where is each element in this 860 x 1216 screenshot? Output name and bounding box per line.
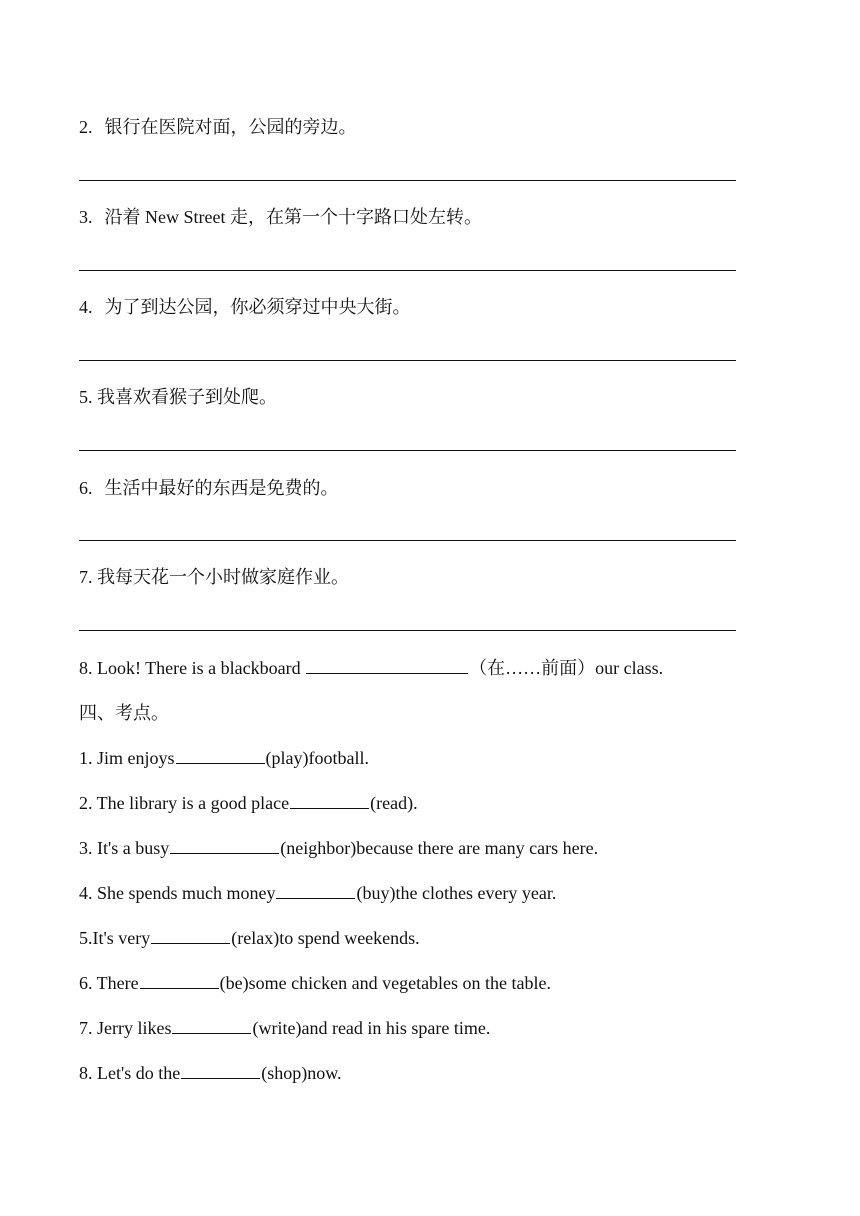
answer-blank[interactable]	[176, 747, 265, 764]
answer-blank[interactable]	[276, 882, 355, 899]
exercise-text-before: 5.It's very	[79, 928, 151, 948]
item-text: 我每天花一个小时做家庭作业。	[97, 567, 349, 587]
item-number: 3.	[79, 207, 93, 227]
item-number: 5.	[79, 387, 93, 407]
translation-item-3	[79, 206, 482, 228]
section-title: 四、考点。	[79, 703, 169, 723]
item-text: 沿着 New Street 走，在第一个十字路口处左转。	[104, 207, 482, 227]
exercise-text-before: 1. Jim enjoys	[79, 748, 175, 768]
exercise-item	[79, 927, 420, 949]
answer-line	[79, 540, 736, 541]
exercise-text-after: (neighbor)because there are many cars here.	[280, 838, 599, 858]
exercise-item	[79, 837, 598, 859]
exercise-text-after: (play)football.	[265, 748, 369, 768]
exercise-text-after: (read).	[370, 793, 418, 813]
exercise-item	[79, 792, 418, 814]
exercise-text-before: 2. The library is a good place	[79, 793, 290, 813]
translation-item-6	[79, 477, 339, 499]
item-text: 银行在医院对面，公园的旁边。	[104, 117, 357, 137]
answer-blank[interactable]	[290, 792, 369, 809]
translation-item-5	[79, 386, 277, 408]
answer-blank[interactable]	[151, 927, 230, 944]
item-number: 2.	[79, 117, 93, 137]
exercise-text-after: (shop)now.	[261, 1063, 342, 1083]
exercise-text-before: 6. There	[79, 973, 139, 993]
item-text: 我喜欢看猴子到处爬。	[97, 387, 277, 407]
exercise-item	[79, 1017, 490, 1039]
answer-blank[interactable]	[140, 972, 219, 989]
item-text-after: our class.	[595, 658, 664, 678]
exercise-item	[79, 972, 551, 994]
exercise-text-before: 8. Let's do the	[79, 1063, 181, 1083]
exercise-item	[79, 882, 556, 904]
answer-blank[interactable]	[306, 657, 468, 674]
item-number: 6.	[79, 478, 93, 498]
answer-blank[interactable]	[172, 1017, 251, 1034]
exercise-text-after: (be)some chicken and vegetables on the table.	[219, 973, 552, 993]
translation-item-4	[79, 296, 411, 318]
exercise-text-after: (relax)to spend weekends.	[231, 928, 420, 948]
item-text: 为了到达公园，你必须穿过中央大街。	[104, 297, 411, 317]
answer-line	[79, 270, 736, 271]
translation-item-7	[79, 566, 349, 588]
exercise-text-after: (write)and read in his spare time.	[252, 1018, 491, 1038]
answer-line	[79, 360, 736, 361]
exercise-text-after: (buy)the clothes every year.	[356, 883, 557, 903]
exercise-text-before: 4. She spends much money	[79, 883, 276, 903]
exercise-item	[79, 747, 369, 769]
exercise-text-before: 7. Jerry likes	[79, 1018, 172, 1038]
item-hint: （在……前面）	[469, 658, 596, 678]
exercise-item	[79, 1062, 342, 1084]
answer-line	[79, 450, 736, 451]
answer-blank[interactable]	[181, 1062, 260, 1079]
exercise-text-before: 3. It's a busy	[79, 838, 170, 858]
answer-line	[79, 180, 736, 181]
item-number: 4.	[79, 297, 93, 317]
fill-in-item-8	[79, 657, 663, 679]
item-text-before: 8. Look! There is a blackboard	[79, 658, 306, 678]
item-number: 7.	[79, 567, 93, 587]
answer-blank[interactable]	[170, 837, 279, 854]
translation-item-2	[79, 116, 357, 138]
item-text: 生活中最好的东西是免费的。	[104, 478, 339, 498]
answer-line	[79, 630, 736, 631]
